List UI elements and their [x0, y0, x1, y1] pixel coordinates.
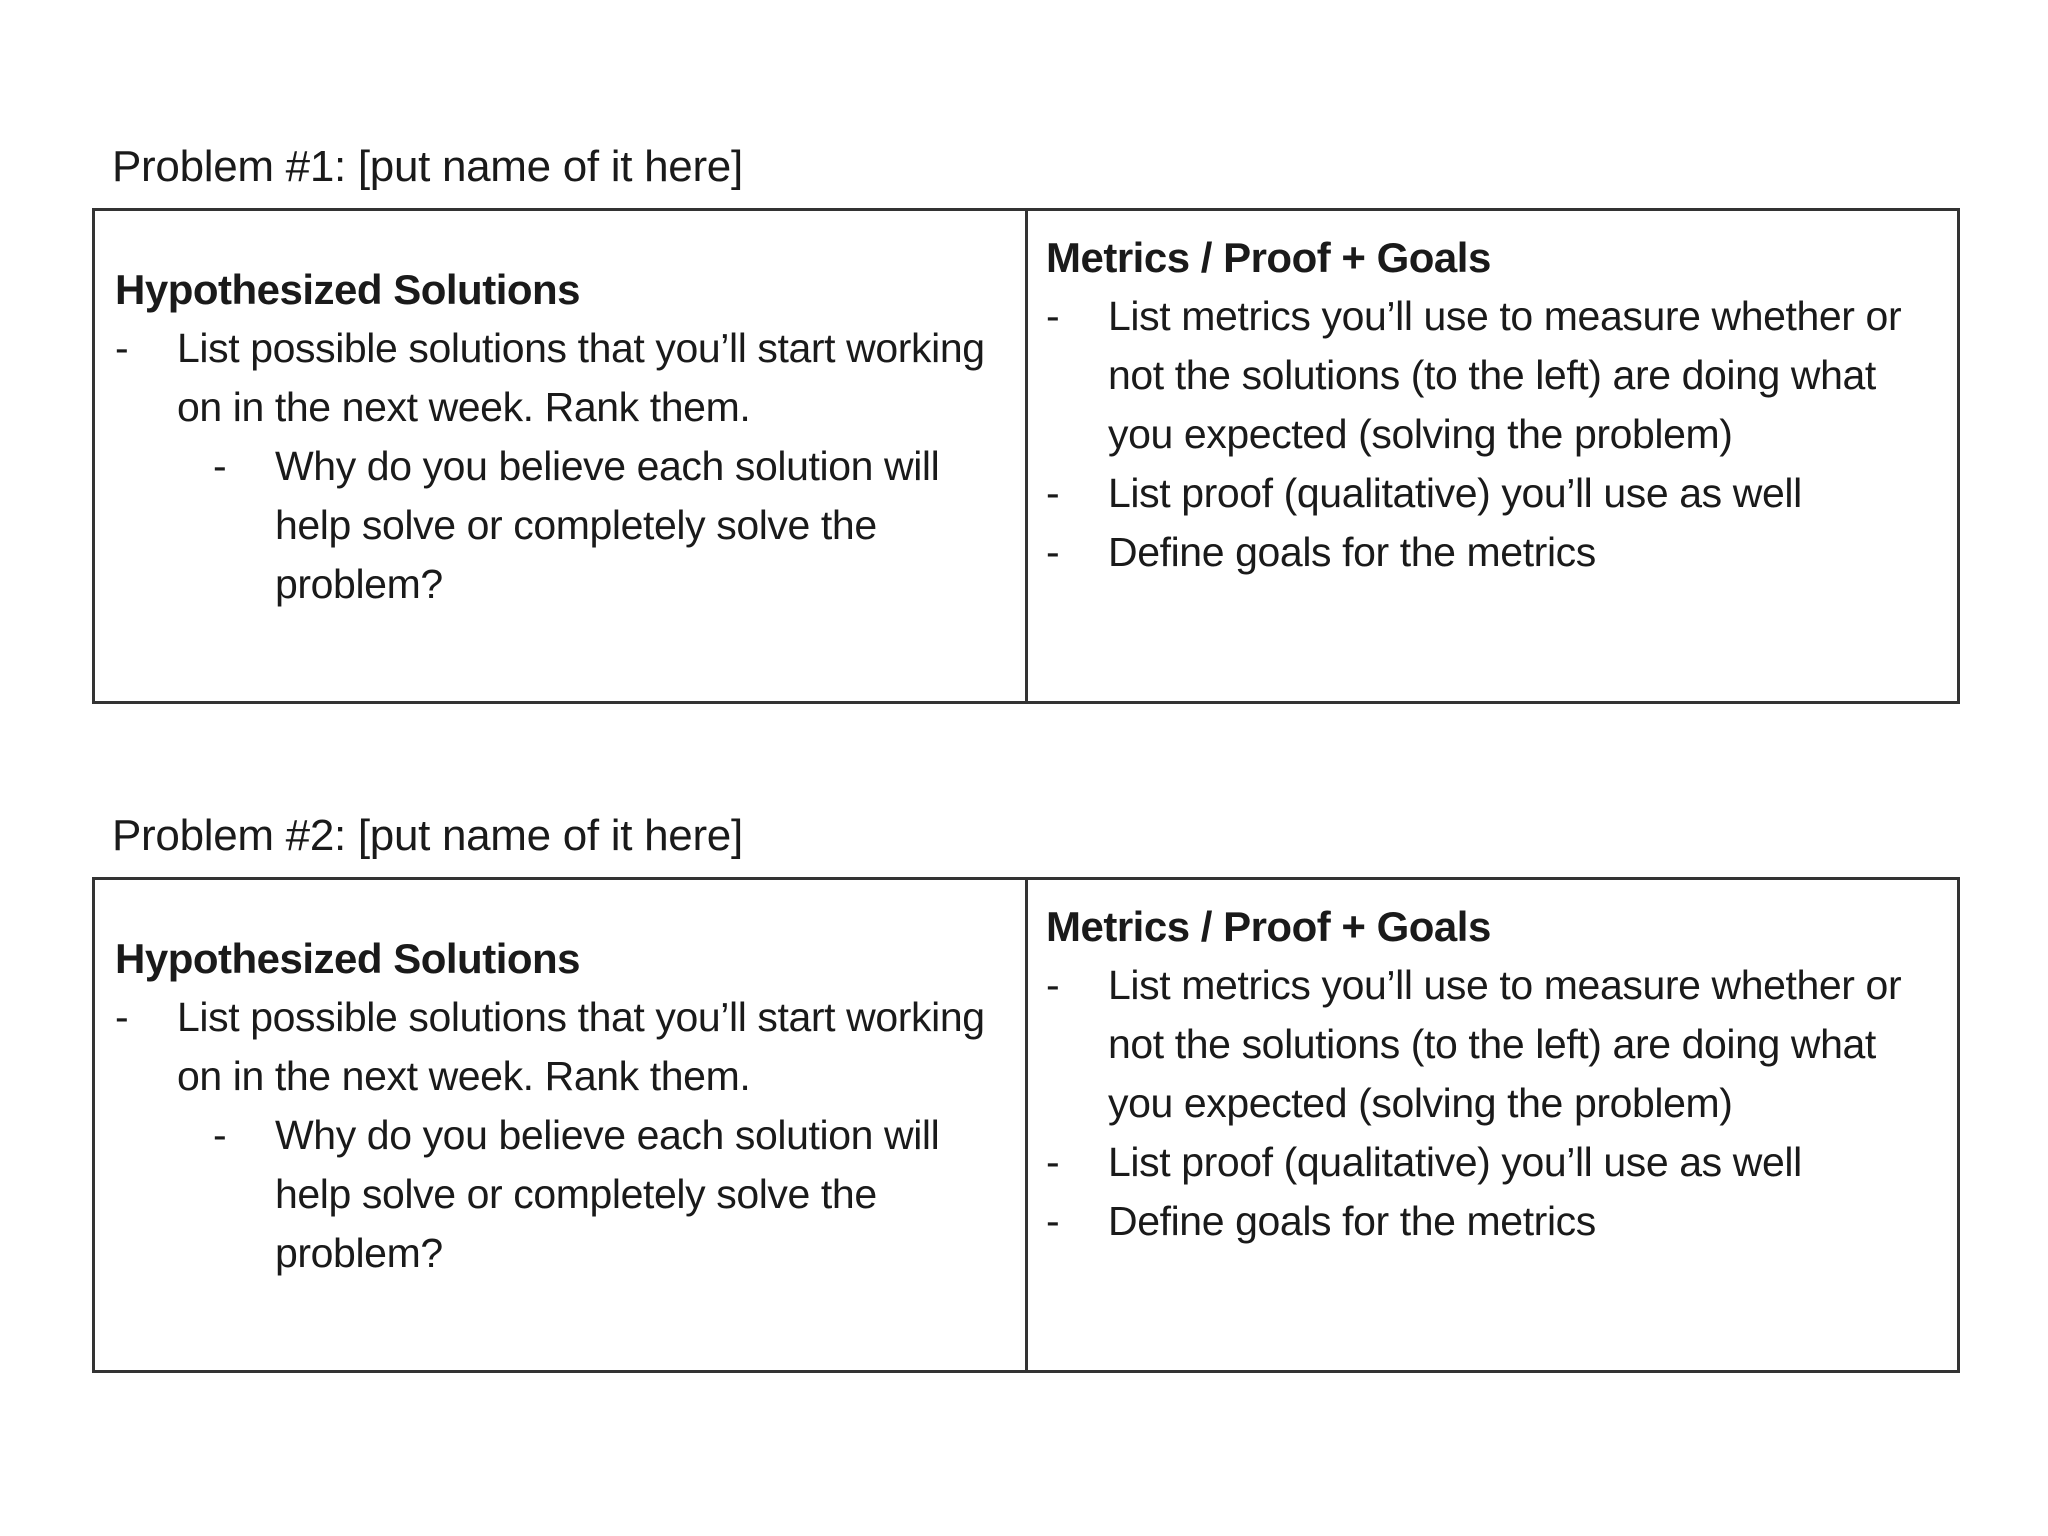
list-item-text: List proof (qualitative) you’ll use as well [1108, 470, 1802, 516]
problem-title: Problem #2: [put name of it here] [112, 811, 743, 860]
list-item [115, 437, 1025, 614]
list-item [115, 1106, 1025, 1283]
list-item [1046, 956, 1937, 1133]
bullet-dash: - [1046, 1139, 1060, 1185]
bullet-dash: - [1046, 470, 1060, 516]
cell-heading: Metrics / Proof + Goals [1046, 234, 1491, 281]
bullet-dash: - [115, 325, 129, 371]
list-item-text: Define goals for the metrics [1108, 529, 1596, 575]
bullet-dash: - [213, 1112, 227, 1158]
list-item-text: List metrics you’ll use to measure whether or not the solutions (to the left) are doing what you expected (solving the problem) [1108, 962, 1902, 1126]
problem-table [92, 877, 1960, 1373]
list-item [115, 988, 1025, 1106]
list-item [1046, 1192, 1937, 1251]
list-item-text: List possible solutions that you’ll start working on in the next week. Rank them. [177, 994, 985, 1099]
cell-heading: Metrics / Proof + Goals [1046, 903, 1491, 950]
list-item-text: List possible solutions that you’ll start working on in the next week. Rank them. [177, 325, 985, 430]
metrics-proof-goals-cell [1028, 211, 1957, 701]
list-item-text: Why do you believe each solution will help solve or completely solve the problem? [275, 1112, 940, 1276]
list-item-text: Define goals for the metrics [1108, 1198, 1596, 1244]
cell-heading: Hypothesized Solutions [115, 266, 581, 313]
bullet-dash: - [1046, 293, 1060, 339]
hypothesized-solutions-cell [95, 211, 1028, 701]
metrics-proof-goals-cell [1028, 880, 1957, 1370]
cell-heading: Hypothesized Solutions [115, 935, 581, 982]
bullet-dash: - [1046, 962, 1060, 1008]
list-item [1046, 287, 1937, 464]
bullet-dash: - [1046, 529, 1060, 575]
list-item [115, 319, 1025, 437]
list-item-text: List metrics you’ll use to measure whether or not the solutions (to the left) are doing what you expected (solving the problem) [1108, 293, 1902, 457]
bullet-dash: - [1046, 1198, 1060, 1244]
list-item [1046, 1133, 1937, 1192]
problem-title: Problem #1: [put name of it here] [112, 142, 743, 191]
bullet-dash: - [115, 994, 129, 1040]
problem-table [92, 208, 1960, 704]
list-item-text: List proof (qualitative) you’ll use as well [1108, 1139, 1802, 1185]
hypothesized-solutions-cell [95, 880, 1028, 1370]
bullet-dash: - [213, 443, 227, 489]
list-item [1046, 523, 1937, 582]
list-item-text: Why do you believe each solution will help solve or completely solve the problem? [275, 443, 940, 607]
list-item [1046, 464, 1937, 523]
